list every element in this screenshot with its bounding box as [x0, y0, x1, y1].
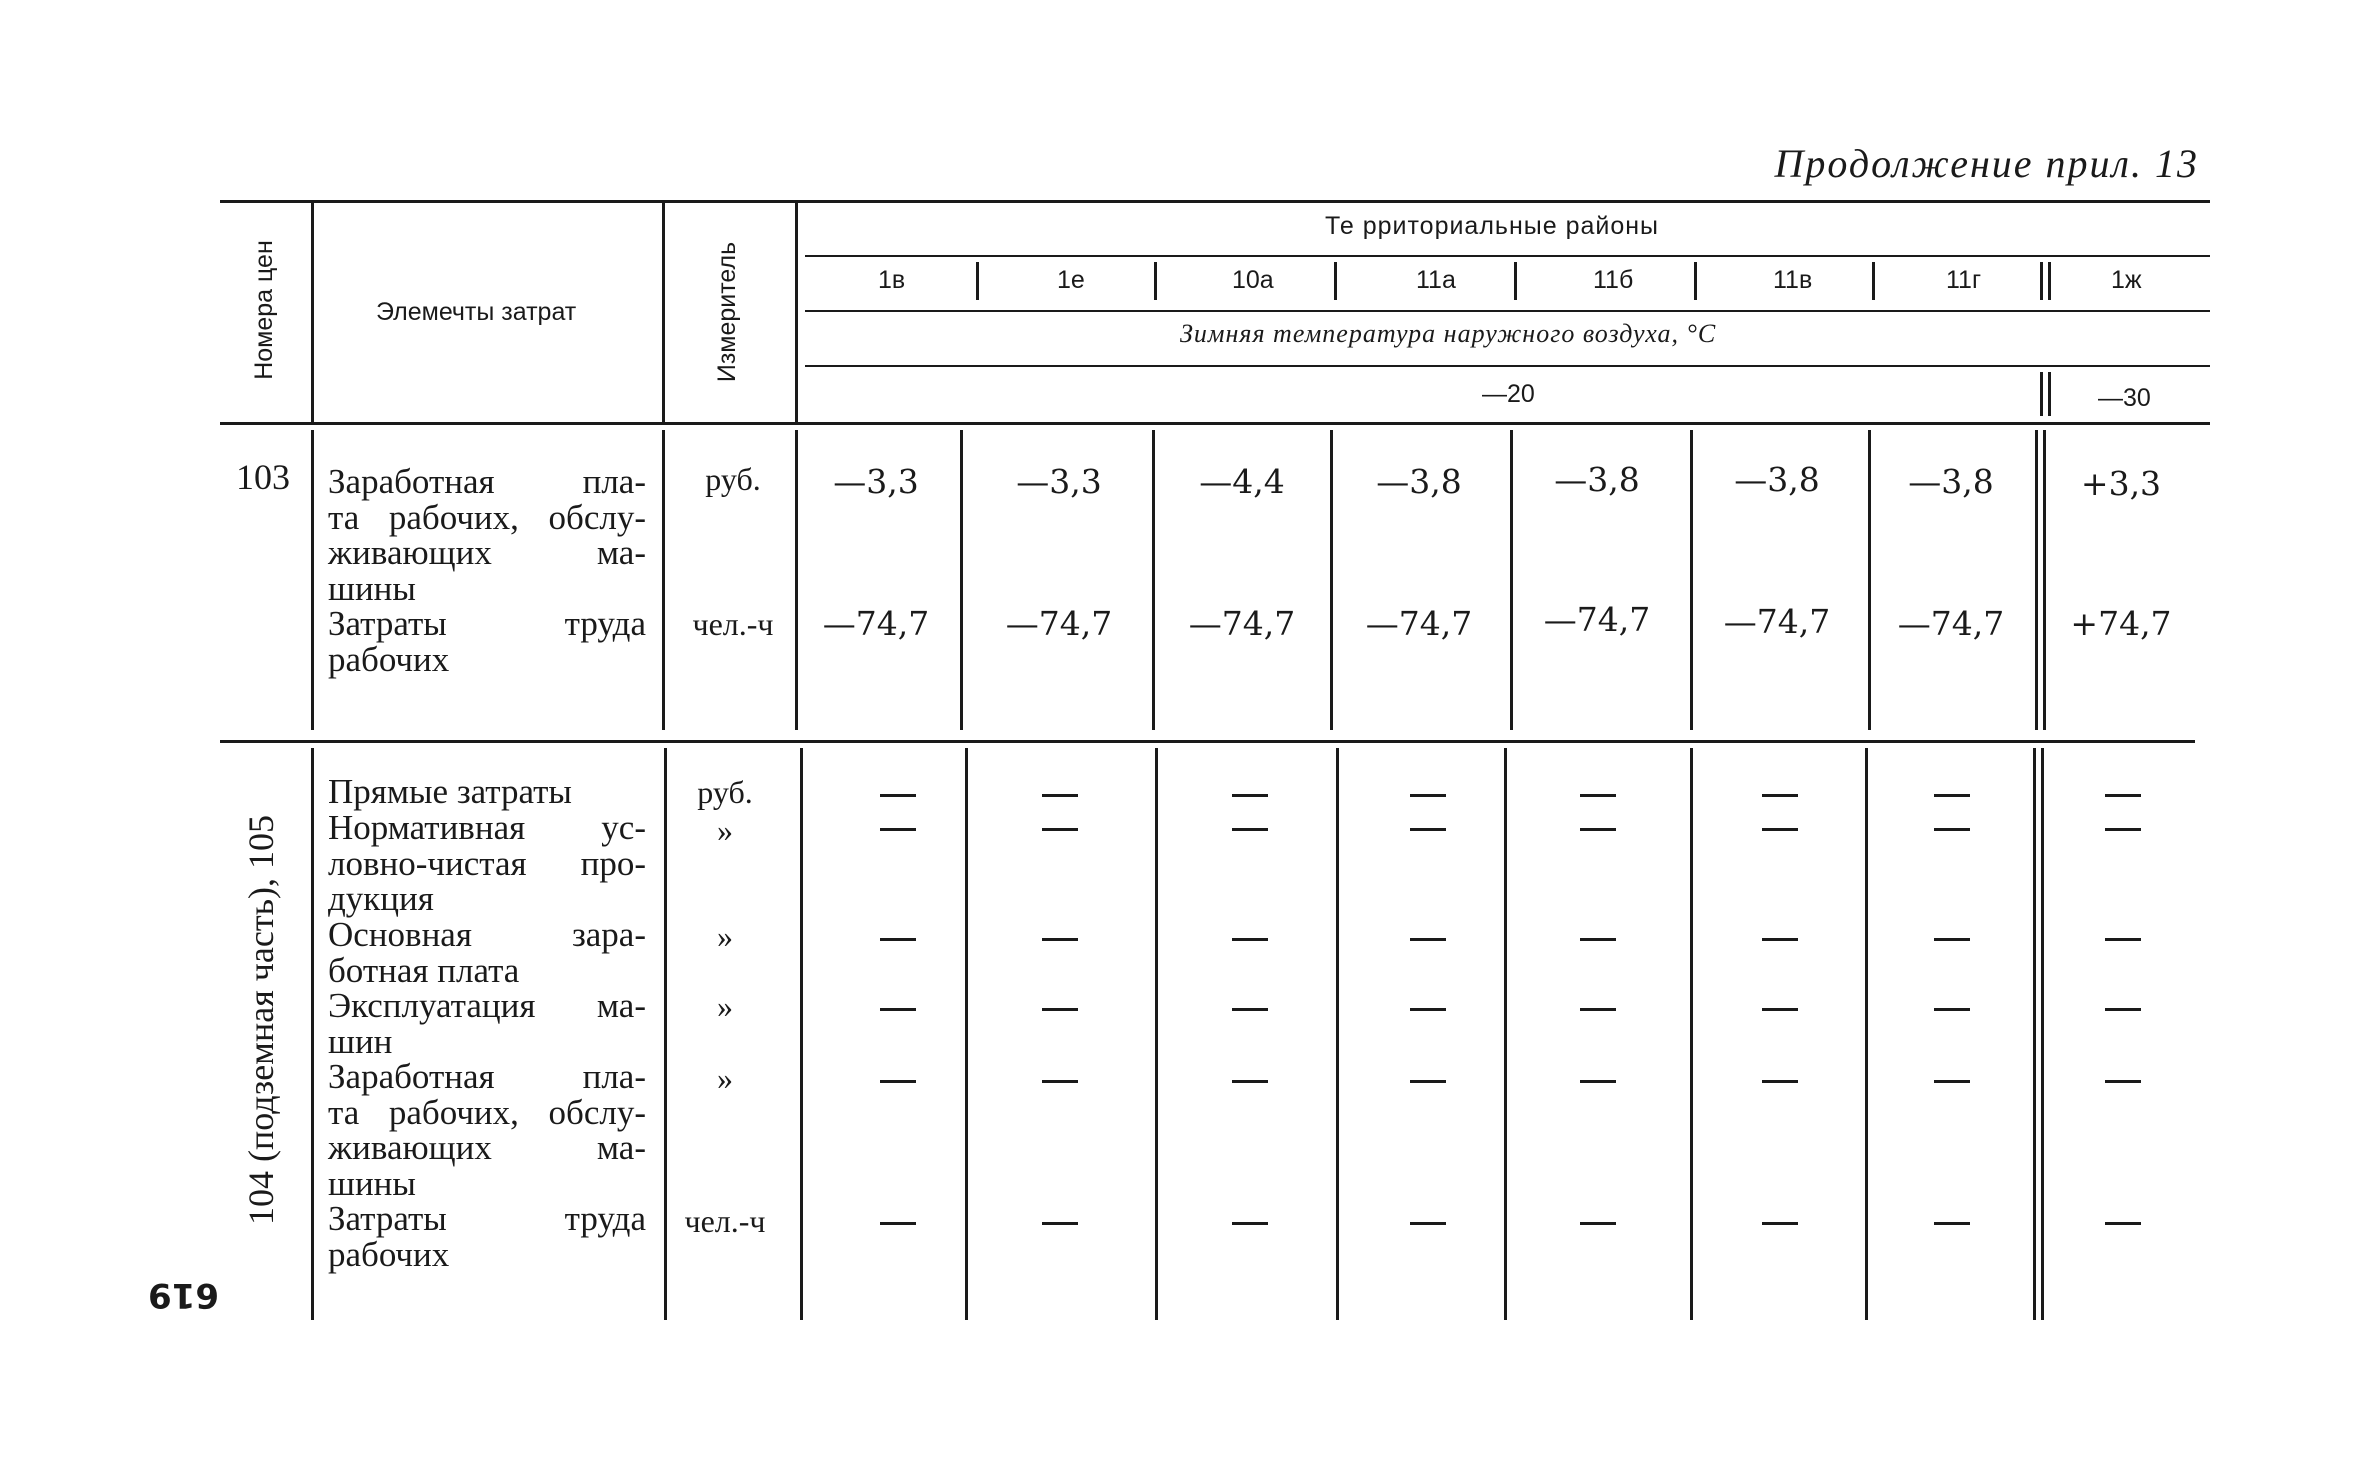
empty-value-dash — [1934, 938, 1970, 941]
empty-value-dash — [1410, 938, 1446, 941]
col-sep-3-header — [795, 200, 798, 422]
empty-value-dash — [1232, 794, 1268, 797]
temp-sep-double — [2040, 372, 2043, 416]
element-basic-wages: Основная зара- ботная плата — [328, 915, 646, 990]
empty-value-dash — [1934, 1222, 1970, 1225]
col-sep-2-row103 — [662, 430, 665, 730]
district-sep — [1872, 262, 1875, 300]
empty-value-dash — [2105, 828, 2141, 831]
empty-value-dash — [1232, 1008, 1268, 1011]
col-sep-3-row104 — [800, 748, 803, 1320]
header-territories: Те рриториальные районы — [1325, 212, 1660, 240]
value-cell: —74,7 — [1543, 600, 1651, 639]
header-elements: Элемечты затрат — [376, 298, 577, 326]
temperature-minus30: —30 — [2098, 384, 2151, 412]
empty-value-dash — [1762, 938, 1798, 941]
district-11b: 11б — [1593, 266, 1634, 294]
district-10a: 10а — [1232, 266, 1274, 294]
empty-value-dash — [1762, 1222, 1798, 1225]
element-labor-costs: Затраты труда рабочих — [328, 604, 646, 679]
district-11a: 11а — [1416, 266, 1456, 294]
empty-value-dash — [1410, 828, 1446, 831]
district-1v: 1в — [878, 266, 906, 294]
value-cell: —74,7 — [1188, 604, 1296, 643]
district-col-sep — [1152, 430, 1155, 730]
empty-value-dash — [1762, 1080, 1798, 1083]
district-sep — [1154, 262, 1157, 300]
district-col-sep-double — [2041, 748, 2044, 1320]
empty-value-dash — [1042, 1008, 1078, 1011]
unit-ditto: » — [717, 812, 733, 848]
territories-rule — [805, 255, 2210, 257]
value-cell: +3,3 — [2080, 464, 2162, 503]
element-direct-costs: Прямые затраты — [328, 772, 572, 811]
district-col-sep — [1330, 430, 1333, 730]
value-cell: —3,3 — [833, 462, 919, 501]
empty-value-dash — [1232, 828, 1268, 831]
col-sep-1-header — [311, 200, 314, 422]
empty-value-dash — [1042, 1222, 1078, 1225]
district-col-sep — [1690, 748, 1693, 1320]
element-labor-costs-2: Затраты труда рабочих — [328, 1199, 646, 1274]
value-cell: —74,7 — [1005, 604, 1113, 643]
empty-value-dash — [880, 828, 916, 831]
header-bottom-rule — [220, 422, 2210, 425]
empty-value-dash — [1580, 1080, 1616, 1083]
empty-value-dash — [1580, 938, 1616, 941]
unit-ditto: » — [717, 918, 733, 954]
unit-rub: руб. — [705, 461, 761, 497]
districts-rule — [805, 310, 2210, 312]
empty-value-dash — [880, 1080, 916, 1083]
district-1zh: 1ж — [2111, 266, 2142, 294]
empty-value-dash — [880, 1008, 916, 1011]
page-caption: Продолжение прил. 13 — [1774, 141, 2199, 186]
unit-person-hours: чел.-ч — [692, 606, 774, 642]
col-sep-1-row104 — [311, 748, 314, 1320]
empty-value-dash — [1934, 1008, 1970, 1011]
empty-value-dash — [1934, 828, 1970, 831]
value-cell: —3,3 — [1016, 462, 1102, 501]
empty-value-dash — [1762, 828, 1798, 831]
empty-value-dash — [1410, 794, 1446, 797]
district-col-sep-double — [2033, 748, 2036, 1320]
empty-value-dash — [2105, 1080, 2141, 1083]
district-1e: 1е — [1057, 266, 1085, 294]
empty-value-dash — [1580, 1222, 1616, 1225]
unit-rub: руб. — [697, 774, 753, 810]
empty-value-dash — [1762, 794, 1798, 797]
district-col-sep — [1155, 748, 1158, 1320]
empty-value-dash — [1042, 828, 1078, 831]
district-sep-double — [2048, 262, 2051, 300]
empty-value-dash — [880, 938, 916, 941]
district-sep — [1334, 262, 1337, 300]
value-cell: —3,8 — [1554, 460, 1640, 499]
temperature-minus20: —20 — [1482, 380, 1535, 408]
element-wages-machine-workers-2: Заработная пла- та рабочих, обслу- живающих ма- шины — [328, 1057, 646, 1203]
district-col-sep — [1865, 748, 1868, 1320]
empty-value-dash — [1232, 1222, 1268, 1225]
value-cell: —74,7 — [1897, 604, 2005, 643]
header-price-number: Номера цен — [250, 240, 278, 380]
unit-ditto: » — [717, 1060, 733, 1096]
empty-value-dash — [1762, 1008, 1798, 1011]
district-col-sep — [1504, 748, 1507, 1320]
col-sep-1-row103 — [311, 430, 314, 730]
value-cell: —74,7 — [1365, 604, 1473, 643]
district-11v: 11в — [1773, 266, 1813, 294]
element-machine-operation: Эксплуатация ма- шин — [328, 986, 646, 1061]
empty-value-dash — [2105, 794, 2141, 797]
district-sep — [1514, 262, 1517, 300]
district-col-sep — [965, 748, 968, 1320]
header-unit: Измеритель — [713, 241, 741, 383]
empty-value-dash — [1042, 794, 1078, 797]
page-number: 619 — [148, 1275, 219, 1315]
empty-value-dash — [1410, 1008, 1446, 1011]
value-cell: —3,8 — [1734, 460, 1820, 499]
empty-value-dash — [1410, 1080, 1446, 1083]
district-sep — [976, 262, 979, 300]
row-separator-rule — [220, 740, 2195, 743]
col-sep-2-header — [662, 200, 665, 422]
empty-value-dash — [1934, 794, 1970, 797]
empty-value-dash — [1410, 1222, 1446, 1225]
district-sep — [1694, 262, 1697, 300]
temp-sep-double — [2048, 372, 2051, 416]
unit-ditto: » — [717, 988, 733, 1024]
empty-value-dash — [1232, 938, 1268, 941]
empty-value-dash — [2105, 1222, 2141, 1225]
district-sep-double — [2040, 262, 2043, 300]
value-cell: —3,8 — [1908, 462, 1994, 501]
empty-value-dash — [1580, 794, 1616, 797]
value-cell: +74,7 — [2070, 604, 2172, 643]
element-normative-net-production: Нормативная ус- ловно-чистая про- дукция — [328, 808, 646, 918]
table-top-rule — [220, 200, 2210, 203]
empty-value-dash — [1934, 1080, 1970, 1083]
value-cell: —74,7 — [1723, 602, 1831, 641]
empty-value-dash — [880, 794, 916, 797]
price-number-104-105: 104 (подземная часть), 105 — [241, 815, 281, 1225]
temperature-rule — [805, 365, 2210, 367]
unit-person-hours: чел.-ч — [684, 1203, 766, 1239]
empty-value-dash — [1042, 1080, 1078, 1083]
empty-value-dash — [1042, 938, 1078, 941]
header-temperature: Зимняя температура наружного воздуха, °С — [1180, 319, 1717, 348]
empty-value-dash — [2105, 938, 2141, 941]
value-cell: —74,7 — [822, 604, 930, 643]
price-number-103: 103 — [236, 457, 290, 497]
empty-value-dash — [1232, 1080, 1268, 1083]
empty-value-dash — [1580, 1008, 1616, 1011]
empty-value-dash — [1580, 828, 1616, 831]
value-cell: —3,8 — [1376, 462, 1462, 501]
district-11g: 11г — [1946, 266, 1982, 294]
value-cell: —4,4 — [1199, 462, 1285, 501]
empty-value-dash — [880, 1222, 916, 1225]
empty-value-dash — [2105, 1008, 2141, 1011]
element-wages-machine-workers: Заработная пла- та рабочих, обслу- живающих ма- шины — [328, 462, 646, 608]
district-col-sep — [1336, 748, 1339, 1320]
